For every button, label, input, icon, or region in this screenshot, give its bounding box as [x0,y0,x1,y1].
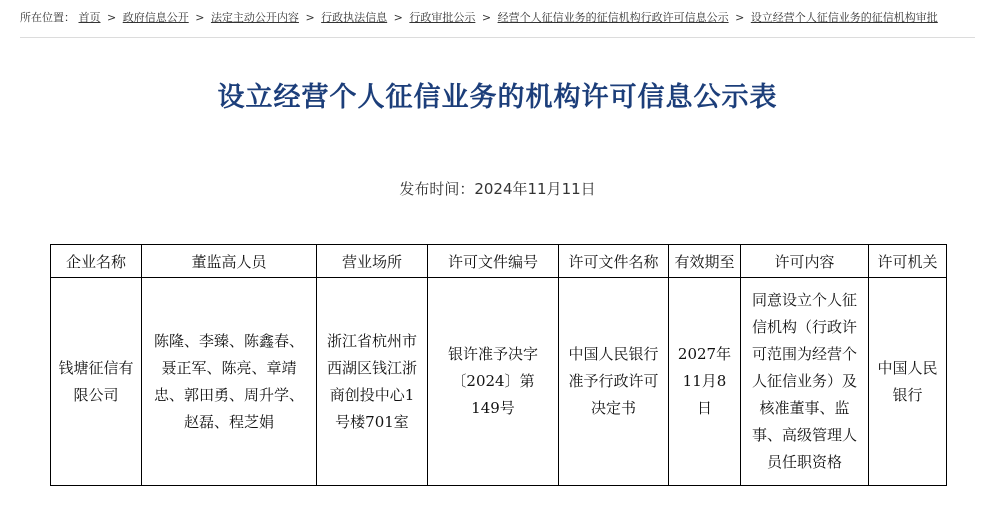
cell-doc-number [428,278,559,486]
breadcrumb-separator: > [305,11,315,24]
table-row [51,278,947,486]
page-title: 设立经营个人征信业务的机构许可信息公示表 [217,82,778,113]
license-doc-number: 银许准予决字〔2024〕第149号 [447,345,538,417]
header-doc-name: 许可文件名称 [559,245,669,278]
business-address: 浙江省杭州市西湖区钱江浙商创投中心1号楼701室 [326,331,417,431]
breadcrumb-separator: > [393,11,403,24]
cell-content [741,278,869,486]
valid-until-date: 2027年11月8日 [677,345,732,417]
header-authority: 许可机关 [869,245,947,278]
breadcrumb-link-gov-info[interactable]: 政府信息公开 [122,11,189,24]
breadcrumb-divider [20,37,975,38]
breadcrumb-link-credit-license[interactable]: 经营个人征信业务的征信机构行政许可信息公示 [497,11,729,24]
cell-company [51,278,142,486]
cell-doc-name [559,278,669,486]
publish-date-line [0,178,995,199]
header-valid-until: 有效期至 [669,245,741,278]
cell-valid-until [669,278,741,486]
cell-address [317,278,428,486]
header-personnel: 董监高人员 [142,245,317,278]
breadcrumb-link-approval[interactable]: 行政审批公示 [409,11,476,24]
breadcrumb-separator: > [107,11,117,24]
breadcrumb-link-home[interactable]: 首页 [78,11,101,24]
license-content: 同意设立个人征信机构（行政许可范围为经营个人征信业务）及核准董事、监事、高级管理人员任职资格 [751,291,857,471]
breadcrumb-separator: > [481,11,492,24]
breadcrumb-prefix: 所在位置： [20,11,75,24]
licensing-authority: 中国人民银行 [877,358,938,404]
company-name: 钱塘征信有限公司 [58,358,134,404]
breadcrumb-separator: > [735,11,745,24]
header-company: 企业名称 [51,245,142,278]
license-info-table [50,244,947,486]
table-header-row [51,245,947,278]
breadcrumb-link-current[interactable]: 设立经营个人征信业务的征信机构审批 [750,11,938,24]
breadcrumb-link-enforcement[interactable]: 行政执法信息 [321,11,388,24]
header-address: 营业场所 [317,245,428,278]
header-doc-number: 许可文件编号 [428,245,559,278]
personnel-list: 陈隆、李臻、陈鑫春、聂正军、陈亮、章靖忠、郭田勇、周升学、赵磊、程芝娟 [153,331,304,431]
publish-date-label: 发布时间： [399,180,475,198]
cell-personnel [142,278,317,486]
breadcrumb [20,10,975,26]
publish-date-value: 2024年11月11日 [474,180,596,198]
breadcrumb-separator: > [195,11,205,24]
header-content: 许可内容 [741,245,869,278]
breadcrumb-link-statutory[interactable]: 法定主动公开内容 [210,11,299,24]
license-doc-name: 中国人民银行准予行政许可决定书 [568,345,659,417]
cell-authority [869,278,947,486]
